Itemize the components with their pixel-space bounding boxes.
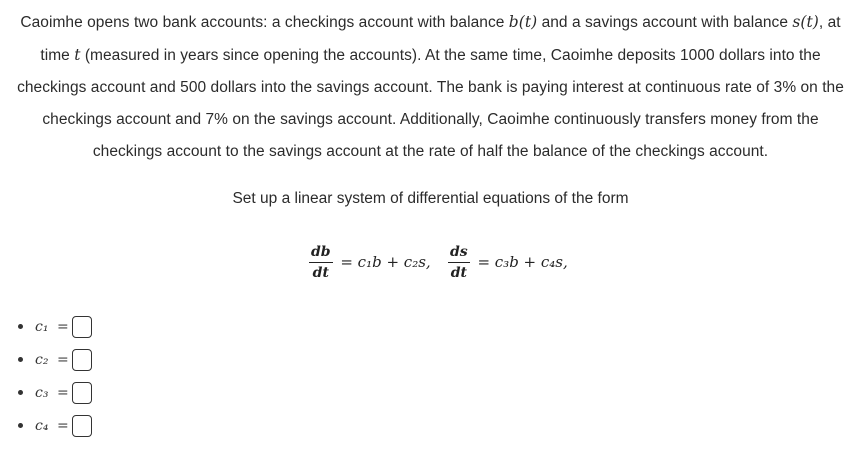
answer-item-c2 — [18, 343, 92, 376]
equation-rhs-1: = c₁b + c₂s, — [335, 253, 445, 271]
c3-input[interactable] — [72, 382, 92, 404]
answer-label: c₂ — [35, 351, 49, 368]
differential-equation — [306, 238, 568, 286]
fraction-numerator: db — [309, 244, 333, 263]
equals-sign: = — [57, 318, 69, 335]
answer-item-c4 — [18, 409, 92, 442]
equation-rhs-2: = c₃b + c₄s, — [472, 253, 568, 271]
fraction-denominator: dt — [312, 264, 329, 281]
math-t: t — [74, 46, 81, 64]
problem-text-4: (measured in years since opening the accounts). At the same time, Caoimhe deposits 1000 dollars into the checkings account and 500 dollars into the savings account. The bank is paying interest at continuous rate of 3% on the checkings account and 7% on the savings account. Additionally, Caoimhe continuously transfers money from the checkings account to the savings account at the rate of half the balance of the checkings account. — [17, 47, 844, 160]
answer-label: c₄ — [35, 417, 49, 434]
equals-sign: = — [57, 351, 69, 368]
bullet-icon — [18, 324, 23, 329]
bullet-icon — [18, 423, 23, 428]
fraction-denominator: dt — [450, 264, 467, 281]
math-s-of-t: s(t) — [792, 13, 819, 31]
equals-sign: = — [57, 417, 69, 434]
prompt-text: Set up a linear system of differential equations of the form — [232, 190, 629, 207]
bullet-icon — [18, 357, 23, 362]
problem-statement — [6, 6, 855, 168]
answer-list — [18, 310, 92, 442]
answer-item-c3 — [18, 376, 92, 409]
bullet-icon — [18, 390, 23, 395]
problem-text-1: Caoimhe opens two bank accounts: a checkings account with balance — [20, 14, 509, 31]
answer-label: c₁ — [35, 318, 49, 335]
answer-label: c₃ — [35, 384, 49, 401]
fraction-ds-dt — [448, 244, 470, 281]
answer-item-c1 — [18, 310, 92, 343]
fraction-db-dt — [309, 244, 333, 281]
math-b-of-t: b(t) — [508, 13, 538, 31]
c1-input[interactable] — [72, 316, 92, 338]
problem-text-3: , at time — [40, 14, 841, 64]
c4-input[interactable] — [72, 415, 92, 437]
equals-sign: = — [57, 384, 69, 401]
c2-input[interactable] — [72, 349, 92, 371]
fraction-numerator: ds — [448, 244, 470, 263]
problem-text-2: and a savings account with balance — [537, 14, 793, 31]
